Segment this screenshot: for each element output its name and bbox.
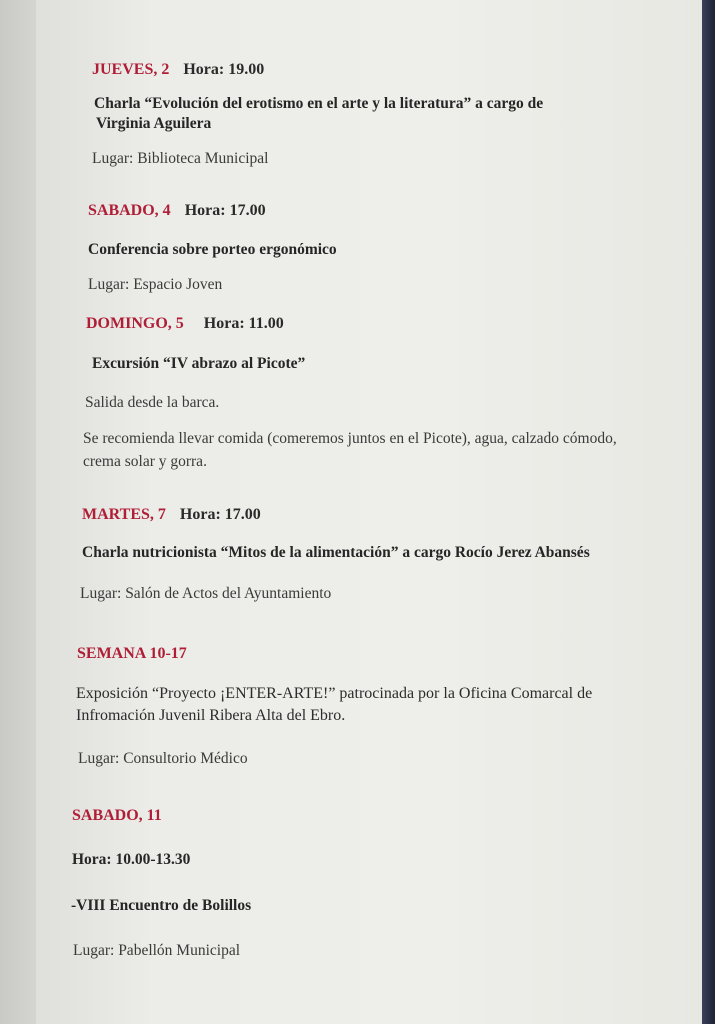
event-day: JUEVES, 2 (92, 61, 170, 78)
event-heading (72, 807, 162, 825)
page-shadow (0, 0, 36, 1024)
event-time: Hora: 19.00 (183, 61, 265, 78)
event-day: DOMINGO, 5 (86, 315, 184, 332)
event-location: Lugar: Pabellón Municipal (73, 942, 241, 959)
event-time: Hora: 17.00 (184, 202, 266, 219)
event-location: Lugar: Espacio Joven (88, 276, 223, 293)
event-heading (82, 506, 261, 524)
event-note: Se recomienda llevar comida (comeremos juntos en el Picote), agua, calzado cómodo, (83, 430, 617, 447)
event-heading (92, 61, 264, 79)
event-heading (86, 315, 284, 333)
event-location: Lugar: Salón de Actos del Ayuntamiento (80, 585, 332, 602)
event-note: crema solar y gorra. (83, 453, 207, 470)
event-title: Charla “Evolución del erotismo en el arte y la literatura” a cargo de (94, 95, 544, 112)
event-day: SABADO, 4 (88, 202, 171, 219)
event-time: Hora: 10.00-13.30 (72, 851, 191, 868)
event-day: MARTES, 7 (82, 506, 166, 523)
event-day: SEMANA 10-17 (77, 645, 187, 662)
event-title: Virginia Aguilera (96, 115, 212, 132)
event-title: Infromación Juvenil Ribera Alta del Ebro. (76, 707, 346, 724)
event-departure: Salida desde la barca. (85, 394, 220, 411)
event-title: Excursión “IV abrazo al Picote” (92, 355, 306, 372)
event-heading (77, 645, 187, 663)
event-heading (88, 202, 266, 220)
event-title: -VIII Encuentro de Bolillos (71, 897, 252, 914)
event-title: Exposición “Proyecto ¡ENTER-ARTE!” patrocinada por la Oficina Comarcal de (76, 685, 593, 702)
event-title: Charla nutricionista “Mitos de la alimentación” a cargo Rocío Jerez Abansés (82, 544, 590, 561)
event-title: Conferencia sobre porteo ergonómico (88, 241, 337, 258)
event-location: Lugar: Biblioteca Municipal (92, 150, 269, 167)
event-day: SABADO, 11 (72, 807, 162, 824)
event-location: Lugar: Consultorio Médico (78, 750, 248, 767)
event-time: Hora: 17.00 (179, 506, 261, 523)
event-time: Hora: 11.00 (203, 315, 284, 332)
cover-edge (702, 0, 715, 1024)
